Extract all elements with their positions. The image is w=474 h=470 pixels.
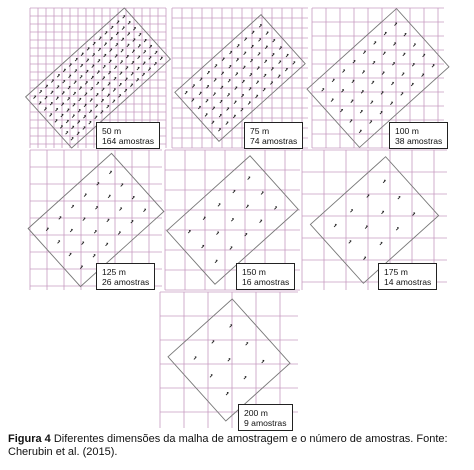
- sample-point: [120, 72, 123, 75]
- sample-point: [351, 100, 354, 103]
- sample-point: [393, 43, 396, 46]
- sample-point: [332, 79, 335, 82]
- sample-point: [258, 39, 261, 42]
- sample-point: [401, 93, 404, 96]
- sample-point: [222, 58, 225, 61]
- sample-point: [57, 75, 60, 78]
- sample-point: [63, 69, 66, 72]
- sample-point: [363, 257, 366, 260]
- sample-point: [106, 243, 109, 246]
- sample-point: [83, 116, 86, 119]
- sample-point: [89, 110, 92, 113]
- sample-point: [228, 80, 231, 83]
- sample-point: [72, 115, 75, 118]
- sample-point: [63, 80, 65, 83]
- sample-point: [413, 44, 416, 47]
- sample-point: [79, 98, 82, 101]
- sample-point: [51, 91, 54, 94]
- sample-point: [266, 32, 269, 35]
- sample-point: [119, 208, 122, 211]
- sample-point: [58, 241, 61, 244]
- sample-point: [342, 70, 345, 73]
- sample-point: [192, 85, 195, 88]
- sample-point: [235, 73, 238, 76]
- sample-point: [383, 180, 386, 183]
- sample-point: [360, 110, 363, 113]
- sample-point: [218, 204, 221, 207]
- sample-point: [104, 43, 107, 46]
- sample-point: [95, 207, 98, 210]
- sample-point: [102, 77, 105, 80]
- panel-spacing: 125 m: [102, 267, 126, 277]
- sample-point: [432, 65, 435, 68]
- sample-point: [413, 213, 416, 216]
- sample-point: [113, 89, 116, 92]
- sample-point: [127, 44, 130, 47]
- sample-point: [121, 38, 124, 41]
- sample-point: [194, 357, 197, 360]
- sample-point: [226, 392, 229, 395]
- sample-point: [138, 45, 141, 48]
- sample-point: [331, 99, 334, 102]
- sample-point: [114, 66, 117, 69]
- sample-point: [216, 232, 219, 235]
- sample-point: [371, 101, 374, 104]
- panel-samples: 16 amostras: [242, 277, 290, 287]
- sample-point: [119, 83, 122, 86]
- sample-point: [363, 51, 366, 54]
- sample-point: [202, 245, 205, 248]
- sample-point: [246, 343, 249, 346]
- sample-point: [233, 115, 236, 118]
- sample-point: [113, 100, 116, 103]
- sample-point: [99, 37, 102, 40]
- sample-point: [396, 228, 399, 231]
- sample-point: [261, 192, 264, 195]
- sample-point: [137, 67, 140, 70]
- sample-point: [85, 82, 88, 85]
- sample-point: [39, 91, 42, 94]
- sample-point: [398, 197, 401, 200]
- panel-spacing: 175 m: [384, 267, 408, 277]
- sample-point: [228, 359, 231, 362]
- panel-label-200m: [238, 404, 293, 431]
- sample-point: [210, 375, 213, 378]
- panel-label-150m: [236, 263, 295, 290]
- sample-point: [391, 82, 394, 85]
- sample-point: [359, 130, 362, 133]
- sample-point: [256, 95, 259, 98]
- sample-point: [70, 229, 73, 232]
- sample-point: [109, 171, 112, 174]
- sample-point: [142, 73, 145, 76]
- sample-point: [258, 53, 261, 56]
- panel-spacing: 150 m: [242, 267, 266, 277]
- sample-point: [185, 91, 188, 94]
- sample-point: [66, 120, 69, 123]
- sample-point: [103, 66, 106, 69]
- sample-point: [74, 81, 77, 84]
- sample-point: [127, 33, 130, 36]
- sample-point: [349, 241, 352, 244]
- sample-point: [81, 53, 84, 56]
- sample-point: [71, 205, 74, 208]
- panel-label-50m: [96, 122, 160, 149]
- sample-point: [340, 109, 343, 112]
- sample-point: [256, 81, 259, 84]
- panel-label-175m: [378, 263, 437, 290]
- sample-point: [206, 100, 209, 103]
- sample-point: [262, 360, 265, 363]
- sample-point: [227, 94, 230, 97]
- sample-point: [264, 74, 267, 77]
- sample-point: [218, 129, 221, 132]
- sample-point: [213, 93, 216, 96]
- sample-point: [248, 177, 251, 180]
- sample-point: [160, 57, 163, 60]
- panel-spacing: 50 m: [102, 126, 122, 136]
- sample-point: [56, 97, 59, 100]
- sample-point: [143, 209, 146, 212]
- sample-point: [236, 59, 239, 62]
- sample-point: [132, 196, 135, 199]
- sample-point: [91, 76, 94, 79]
- sample-point: [84, 194, 87, 197]
- panel-label-75m: [244, 122, 303, 149]
- sample-point: [67, 98, 70, 101]
- sample-point: [234, 101, 237, 104]
- sample-point: [334, 224, 337, 227]
- sample-point: [260, 220, 263, 223]
- panel-label-125m: [96, 263, 155, 290]
- sample-point: [231, 219, 234, 222]
- sample-point: [97, 82, 100, 85]
- sample-point: [274, 207, 277, 210]
- sample-point: [107, 219, 110, 222]
- sample-point: [226, 122, 229, 125]
- sample-point: [263, 88, 266, 91]
- sample-point: [403, 53, 406, 56]
- sample-point: [67, 109, 70, 112]
- sample-point: [362, 71, 365, 74]
- sample-point: [108, 195, 111, 198]
- sample-point: [273, 39, 276, 42]
- sample-point: [215, 260, 218, 263]
- sample-point: [104, 54, 107, 57]
- sample-point: [381, 211, 384, 214]
- sample-point: [199, 92, 202, 95]
- sample-point: [259, 25, 262, 28]
- sample-point: [279, 61, 282, 64]
- sample-point: [90, 99, 93, 102]
- panel-samples: 9 amostras: [244, 418, 287, 428]
- sample-point: [237, 45, 240, 48]
- sample-point: [66, 132, 69, 135]
- sample-point: [143, 51, 146, 54]
- sample-point: [188, 231, 191, 234]
- panel-samples: 26 amostras: [102, 277, 150, 287]
- sample-point: [72, 126, 75, 129]
- sample-point: [86, 59, 89, 62]
- sample-point: [75, 58, 78, 61]
- figure-caption: [8, 433, 470, 459]
- sample-point: [94, 231, 97, 234]
- sample-point: [264, 60, 267, 63]
- panel-spacing: 75 m: [250, 126, 270, 136]
- panel-spacing: 100 m: [395, 126, 419, 136]
- sample-point: [242, 80, 245, 83]
- sample-point: [384, 32, 387, 35]
- sample-point: [95, 116, 98, 119]
- sample-point: [122, 27, 125, 30]
- sample-point: [50, 114, 53, 117]
- caption-text: Diferentes dimensões da malha de amostragem e o número de amostras. Fonte: Cherubin et al. (2015).: [8, 433, 448, 458]
- sample-point: [219, 115, 222, 118]
- panel-label-100m: [389, 122, 448, 149]
- sample-point: [155, 51, 158, 54]
- sample-point: [207, 71, 210, 74]
- sample-point: [69, 253, 72, 256]
- panel-spacing: 200 m: [244, 408, 268, 418]
- sample-point: [55, 108, 58, 111]
- caption-label: Figura 4: [8, 433, 51, 445]
- sample-point: [138, 56, 141, 59]
- sample-point: [71, 138, 74, 141]
- sample-point: [365, 226, 368, 229]
- sample-point: [139, 33, 142, 36]
- sample-point: [215, 65, 218, 68]
- sample-point: [322, 89, 325, 92]
- sample-point: [89, 121, 92, 124]
- sample-point: [111, 26, 114, 29]
- sample-point: [80, 64, 83, 67]
- sample-point: [233, 190, 236, 193]
- sample-point: [82, 242, 85, 245]
- sample-point: [374, 42, 377, 45]
- sample-point: [285, 68, 288, 71]
- sample-point: [130, 84, 133, 87]
- sample-point: [107, 105, 110, 108]
- panel-samples: 74 amostras: [250, 136, 298, 146]
- sample-point: [250, 60, 253, 63]
- sample-point: [98, 60, 101, 63]
- sample-point: [402, 73, 405, 76]
- sample-point: [93, 255, 96, 258]
- sample-point: [278, 75, 281, 78]
- sample-point: [350, 210, 353, 213]
- sample-point: [380, 242, 383, 245]
- sample-point: [95, 105, 98, 108]
- sample-point: [243, 66, 246, 69]
- sample-point: [390, 102, 393, 105]
- sample-point: [411, 83, 414, 86]
- sample-point: [370, 121, 373, 124]
- sample-point: [212, 341, 215, 344]
- sample-point: [293, 62, 296, 65]
- sample-point: [46, 228, 49, 231]
- sample-point: [246, 205, 249, 208]
- sample-point: [244, 52, 247, 55]
- sample-point: [244, 376, 247, 379]
- sample-point: [98, 48, 101, 51]
- sample-point: [230, 247, 233, 250]
- panel-samples: 164 amostras: [102, 136, 155, 146]
- panel-samples: 38 amostras: [395, 136, 443, 146]
- sample-point: [121, 50, 124, 53]
- sample-point: [118, 232, 121, 235]
- sample-point: [80, 76, 83, 79]
- panel-samples: 14 amostras: [384, 277, 432, 287]
- sample-point: [131, 73, 134, 76]
- sample-point: [73, 92, 76, 95]
- sample-point: [286, 54, 289, 57]
- sample-point: [248, 102, 251, 105]
- sample-point: [383, 52, 386, 55]
- sample-point: [120, 61, 123, 64]
- sample-point: [372, 81, 375, 84]
- sample-point: [205, 114, 208, 117]
- sample-point: [214, 79, 217, 82]
